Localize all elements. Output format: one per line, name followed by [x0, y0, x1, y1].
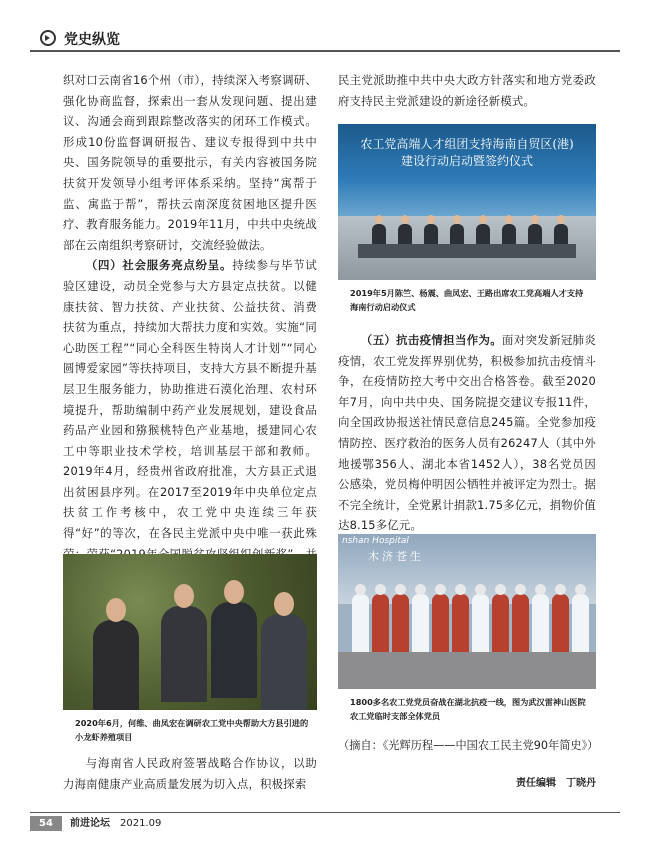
paragraph: 织对口云南省16个州（市），持续深入考察调研、强化协商监督，探索出一套从发现问题、提出建议、沟通会商到跟踪整改落实的闭环工作模式。形成10份监督调研报告、建议专报得到中共中央、国务院领导的重要批示，有关内容被国务院扶贫开发领导小组考评体系采纳。坚持“寓帮于监、寓监于帮”，帮扶云南深度贫困地区提升医疗、教育服务能力。2019年11月，中共中央统战部在云南组织考察研讨，交流经验做法。: [63, 73, 317, 252]
section-logo-icon: [40, 30, 56, 46]
photo-ceremony: [338, 124, 596, 280]
paragraph-body: 持续参与毕节试验区建设，动员全党参与大方县定点扶贫。以健康扶贫、智力扶贫、产业扶贫、公益扶贫、消费扶贫为重点，持续加大帮扶力度和实效。实施“同心助医工程”“同心全科医生特岗人才计划”“同心圆博爱家园”等扶持项目，支持大方县不断提升基层卫生服务能力，协助推进石漠化治理、农村环境提升，帮助编制中药产业发展规划，建设食品药品产业园和猕猴桃特色产业基地，援建同心农工中等职业技术学校，培训基层干部和教师。2019年4月，经贵州省政府批准，大方县正式退出贫困县序列。在2017至2019年中央单位定点扶贫工作考核中，农工党中央连续三年获得“好”的等次，在各民主党派中央中唯一获此殊: [63, 258, 317, 541]
photo-person: [161, 606, 207, 702]
paragraph: 民主党派助推中共中央大政方针落实和地方党委政府支持民主党派建设的新途径新模式。: [338, 73, 596, 108]
photo-person: [352, 594, 369, 652]
photo-person: [412, 594, 429, 652]
header-divider: [30, 50, 620, 52]
paragraph: [338, 330, 596, 536]
banner-title: [338, 136, 596, 170]
photo-person: [261, 614, 307, 710]
banner-title-line: 建设行动启动暨签约仪式: [400, 154, 533, 168]
page-footer: [30, 812, 620, 836]
photo-person: [512, 594, 529, 652]
paragraph: 与海南省人民政府签署战略合作协议，以助力海南健康产业高质量发展为切入点，积极探索: [63, 756, 317, 791]
photo-person: [572, 594, 589, 652]
banner-title-line: 农工党高端人才组团支持海南自贸区(港): [360, 137, 574, 151]
hospital-sign-cn: 木济苍生: [368, 550, 424, 563]
photo-caption-ceremony: 2019年5月陈竺、杨震、曲凤宏、王路出席农工党高端人才支持海南行动启动仪式: [350, 288, 584, 312]
paragraph: [63, 255, 317, 585]
paragraph-lead: （四）社会服务亮点纷呈。: [85, 258, 233, 273]
source-note: （摘自：《光辉历程——中国农工民主党90年简史》）: [338, 739, 599, 752]
photo-person: [93, 620, 139, 710]
hospital-sign-en: nshan Hospital: [342, 536, 409, 546]
photo-person: [372, 594, 389, 652]
photo-caption-medical: 1800多名农工党党员奋战在湖北抗疫一线，图为武汉雷神山医院农工党临时支部全体党员: [350, 697, 586, 721]
photo-ground: [338, 652, 596, 689]
photo-person: [392, 594, 409, 652]
left-column-text: [63, 70, 317, 585]
page-header: [30, 22, 620, 52]
photo-person: [552, 594, 569, 652]
photo-person: [532, 594, 549, 652]
issue-number: 2021.09: [120, 818, 162, 829]
photo-person: [211, 602, 257, 698]
photo-person: [452, 594, 469, 652]
photo-person: [472, 594, 489, 652]
photo-table: [358, 244, 576, 258]
footer-divider: [30, 812, 620, 813]
left-column-bottom-text: [63, 753, 317, 794]
photo-person: [492, 594, 509, 652]
photo-person: [432, 594, 449, 652]
photo-medical-team: [338, 534, 596, 689]
journal-name: 前进论坛: [70, 818, 110, 829]
page-number: 54: [30, 816, 62, 831]
photo-field-visit: [63, 554, 317, 710]
paragraph-body: 面对突发新冠肺炎疫情，农工党发挥界别优势，积极参加抗击疫情斗争，在疫情防控大考中交出合格答卷。截至2020年7月，向中共中央、国务院提交建议专报11件，向全国政协报送社情民意信息245篇。全党参加疫情防控、医疗救治的医务人员有26247人（其中外地援鄂356人、湖北本省1452人），38名党员因公感染，党员梅仲明因公牺牲并被评定为烈士。据不完全统计，全党累计捐款1.75多亿元，捐物价值达8.15多亿元。: [338, 333, 597, 533]
right-column-text: [338, 330, 596, 536]
right-column-text: [338, 70, 596, 111]
photo-caption-visit: 2020年6月，何维、曲凤宏在调研农工党中央帮助大方县引进的小龙虾养殖项目: [75, 718, 309, 742]
paragraph-lead: （五）抗击疫情担当作为。: [360, 333, 503, 347]
editor-credit: 责任编辑 丁晓丹: [516, 778, 596, 789]
section-title: 党史纵览: [64, 32, 120, 48]
